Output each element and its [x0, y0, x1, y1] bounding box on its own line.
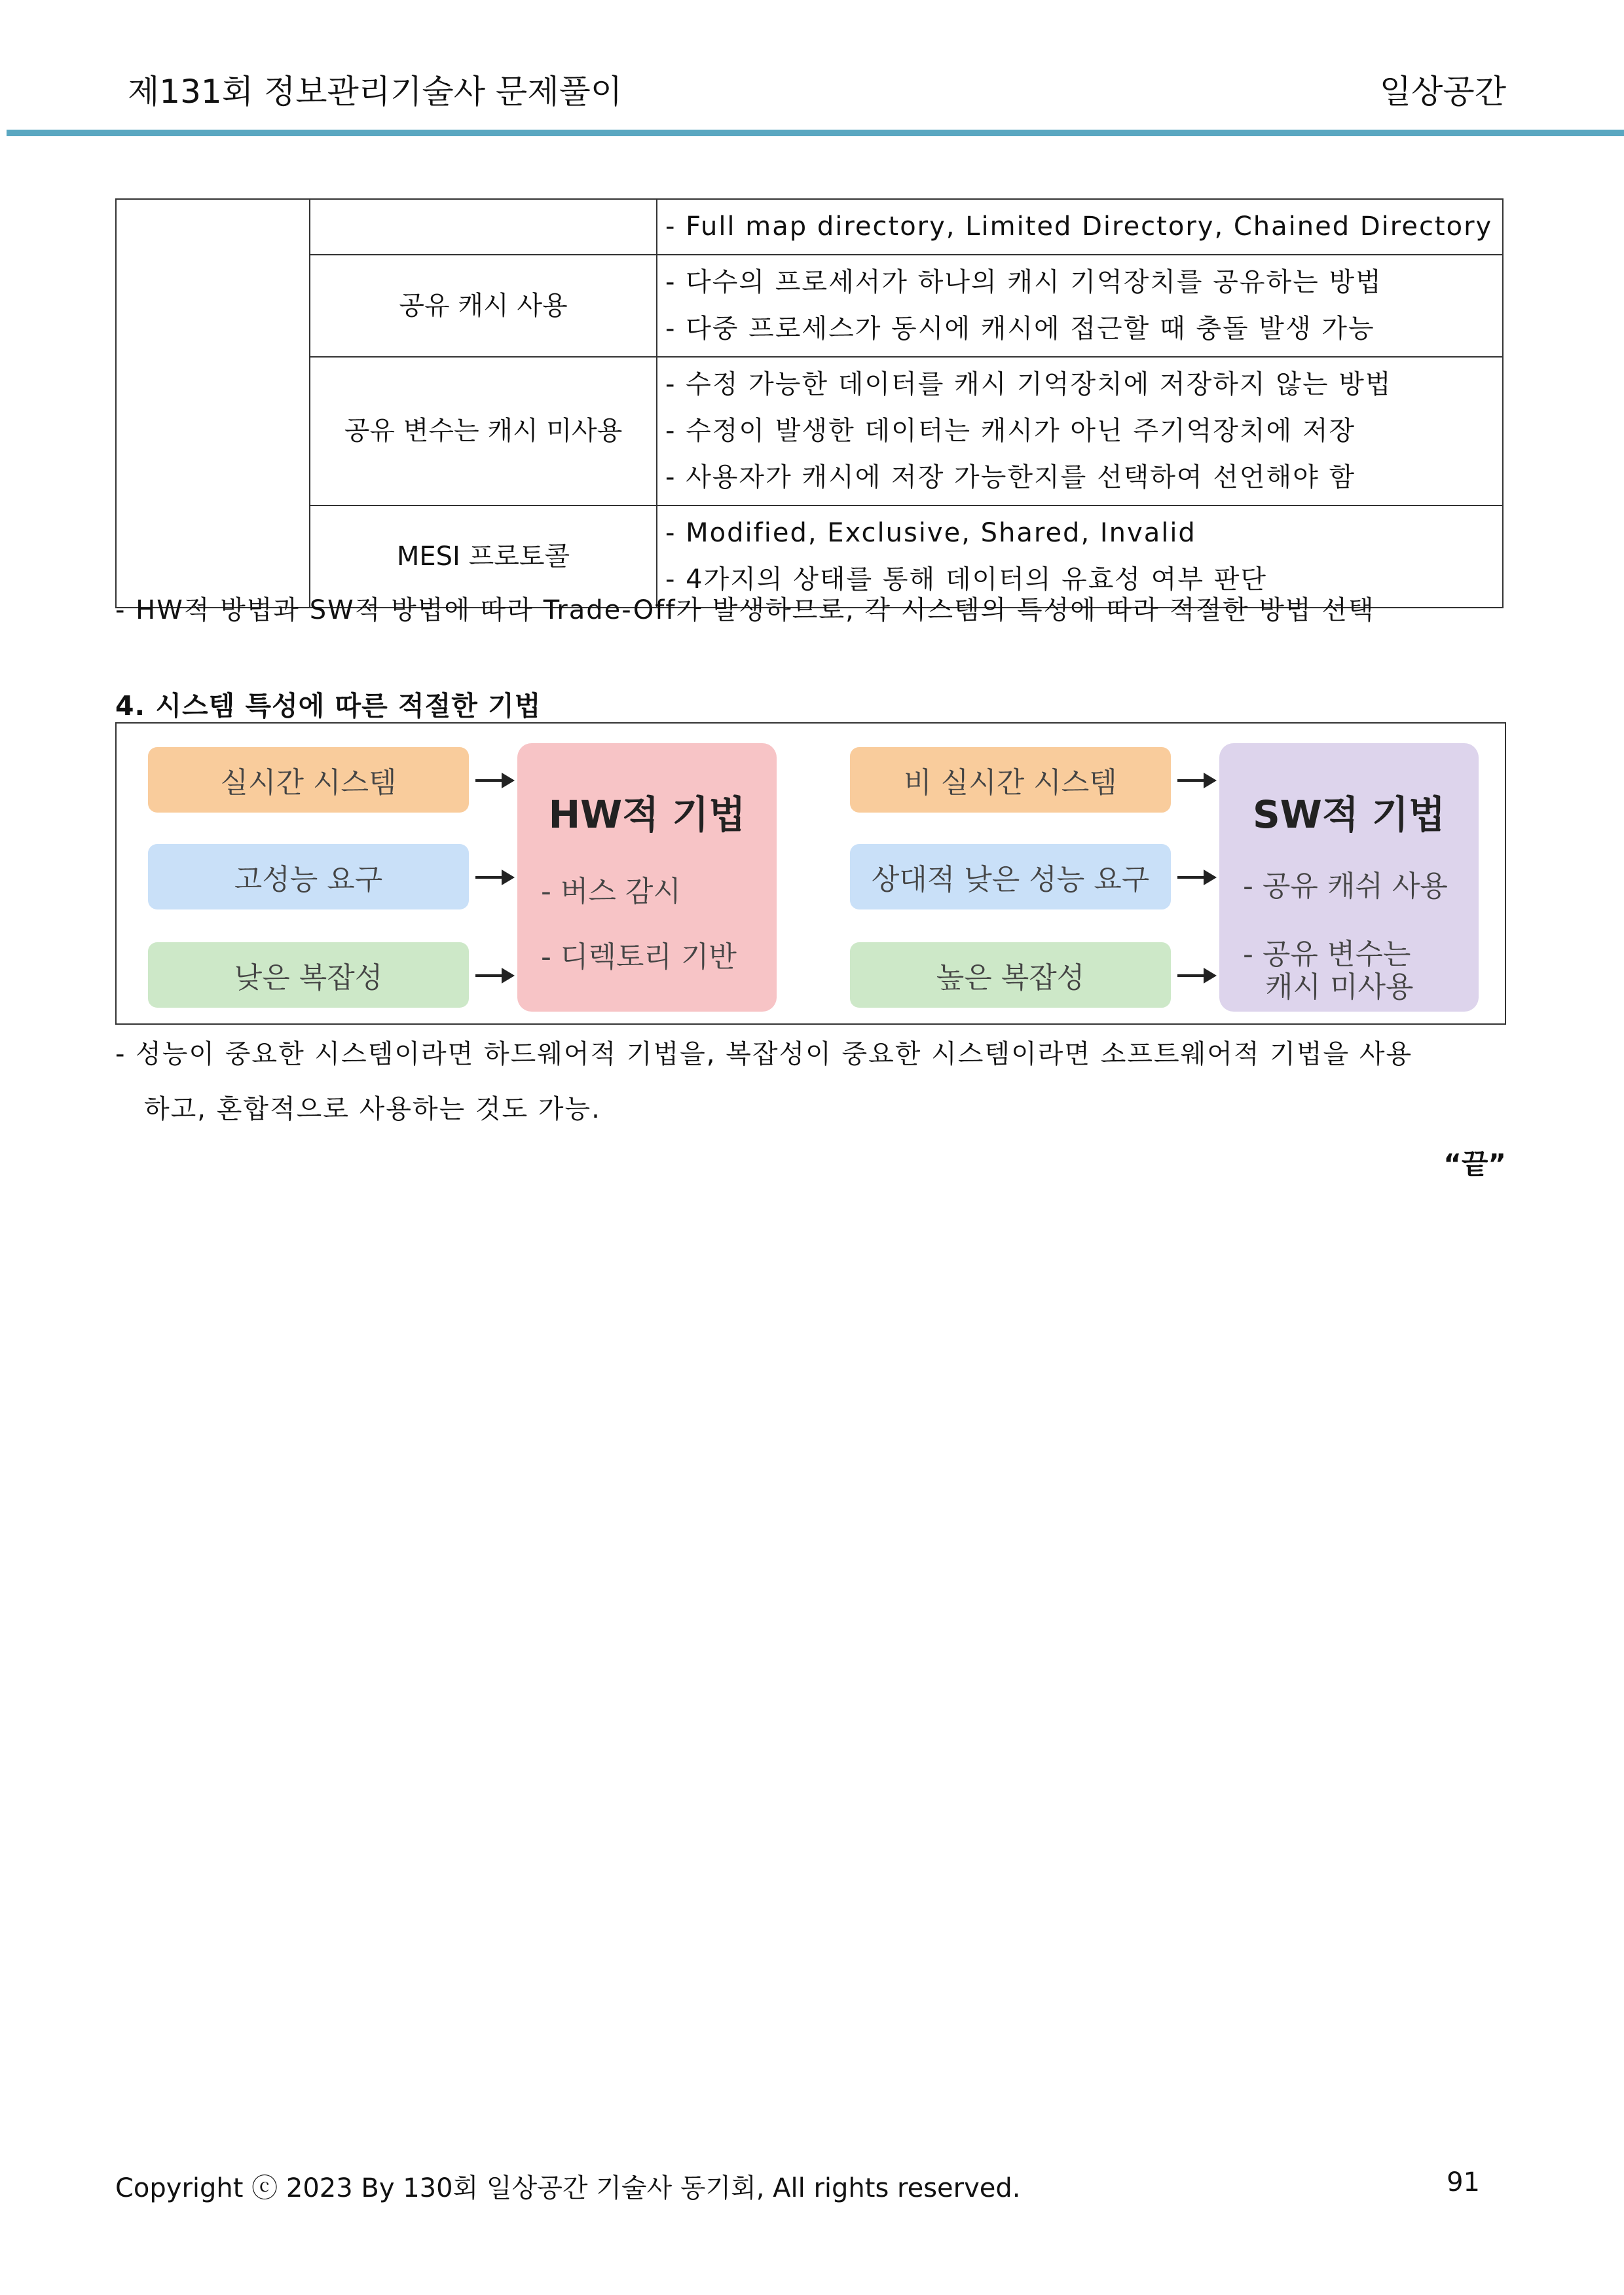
copyright-notice: Copyright ⓒ 2023 By 130회 일상공간 기술사 동기회, All rights reserved. [115, 2173, 1021, 2203]
document-title: 제131회 정보관리기술사 문제풀이 [128, 73, 623, 111]
hw-technique-box [517, 743, 777, 1012]
summary-note-line2: 하고, 혼합적으로 사용하는 것도 가능. [144, 1094, 601, 1124]
hw-technique-item: - 버스 감시 [541, 875, 681, 908]
description-line: - 수정 가능한 데이터를 캐시 기억장치에 저장하지 않는 방법 [665, 369, 1392, 399]
sw-technique-item: 캐시 미사용 [1265, 970, 1414, 1004]
tradeoff-note: - HW적 방법과 SW적 방법에 따라 Trade-Off가 발생하므로, 각 시스템의 특성에 따라 적절한 방법 선택 [115, 595, 1375, 625]
technique-diagram [115, 722, 1506, 1025]
brand-name: 일상공간 [1379, 73, 1506, 111]
input-box-low-complexity: 낮은 복잡성 [148, 942, 469, 1008]
description-line: - 사용자가 캐시에 저장 가능한지를 선택하여 선언해야 함 [665, 462, 1356, 492]
summary-note-line1: - 성능이 중요한 시스템이라면 하드웨어적 기법을, 복잡성이 중요한 시스템이라면 소프트웨어적 기법을 사용 [115, 1039, 1413, 1069]
method-cell: 공유 캐시 사용 [310, 255, 657, 357]
method-cell: 공유 변수는 캐시 미사용 [310, 357, 657, 505]
sw-technique-box [1219, 743, 1479, 1012]
section-heading: 4. 시스템 특성에 따른 적절한 기법 [115, 690, 542, 722]
arrow-icon [475, 779, 512, 782]
input-box-realtime: 실시간 시스템 [148, 747, 469, 813]
input-box-high-performance: 고성능 요구 [148, 844, 469, 909]
sw-technique-title: SW적 기법 [1252, 792, 1446, 837]
cache-coherence-table [115, 198, 1504, 608]
category-cell [116, 199, 310, 608]
arrow-icon [475, 876, 512, 879]
table-row [116, 199, 1503, 255]
description-line: - 4가지의 상태를 통해 데이터의 유효성 여부 판단 [665, 564, 1268, 595]
description-line: - 다중 프로세스가 동시에 캐시에 접근할 때 충돌 발생 가능 [665, 314, 1375, 344]
hw-technique-title: HW적 기법 [548, 792, 746, 837]
description-cell [657, 199, 1503, 255]
method-cell: MESI 프로토콜 [310, 505, 657, 608]
description-line: - Modified, Exclusive, Shared, Invalid [665, 518, 1196, 548]
input-box-non-realtime: 비 실시간 시스템 [850, 747, 1171, 813]
end-mark: “끝” [1443, 1148, 1506, 1180]
sw-technique-item: - 공유 변수는 [1243, 938, 1411, 971]
description-line: - 다수의 프로세서가 하나의 캐시 기억장치를 공유하는 방법 [665, 267, 1382, 297]
description-line: - Full map directory, Limited Directory, Chained Directory [665, 211, 1493, 242]
sw-technique-item: - 공유 캐쉬 사용 [1243, 870, 1448, 903]
arrow-icon [475, 974, 512, 977]
input-box-high-complexity: 높은 복잡성 [850, 942, 1171, 1008]
method-cell [310, 199, 657, 255]
arrow-icon [1177, 779, 1214, 782]
table-row [116, 255, 1503, 357]
description-line: - 수정이 발생한 데이터는 캐시가 아닌 주기억장치에 저장 [665, 416, 1356, 446]
arrow-icon [1177, 876, 1214, 879]
description-cell [657, 357, 1503, 505]
page-header [128, 65, 1506, 118]
page-number: 91 [1447, 2167, 1480, 2197]
arrow-icon [1177, 974, 1214, 977]
hw-technique-item: - 디렉토리 기반 [541, 940, 737, 974]
description-cell [657, 255, 1503, 357]
header-divider [7, 130, 1624, 136]
table-row [116, 357, 1503, 505]
input-box-low-performance: 상대적 낮은 성능 요구 [850, 844, 1171, 909]
